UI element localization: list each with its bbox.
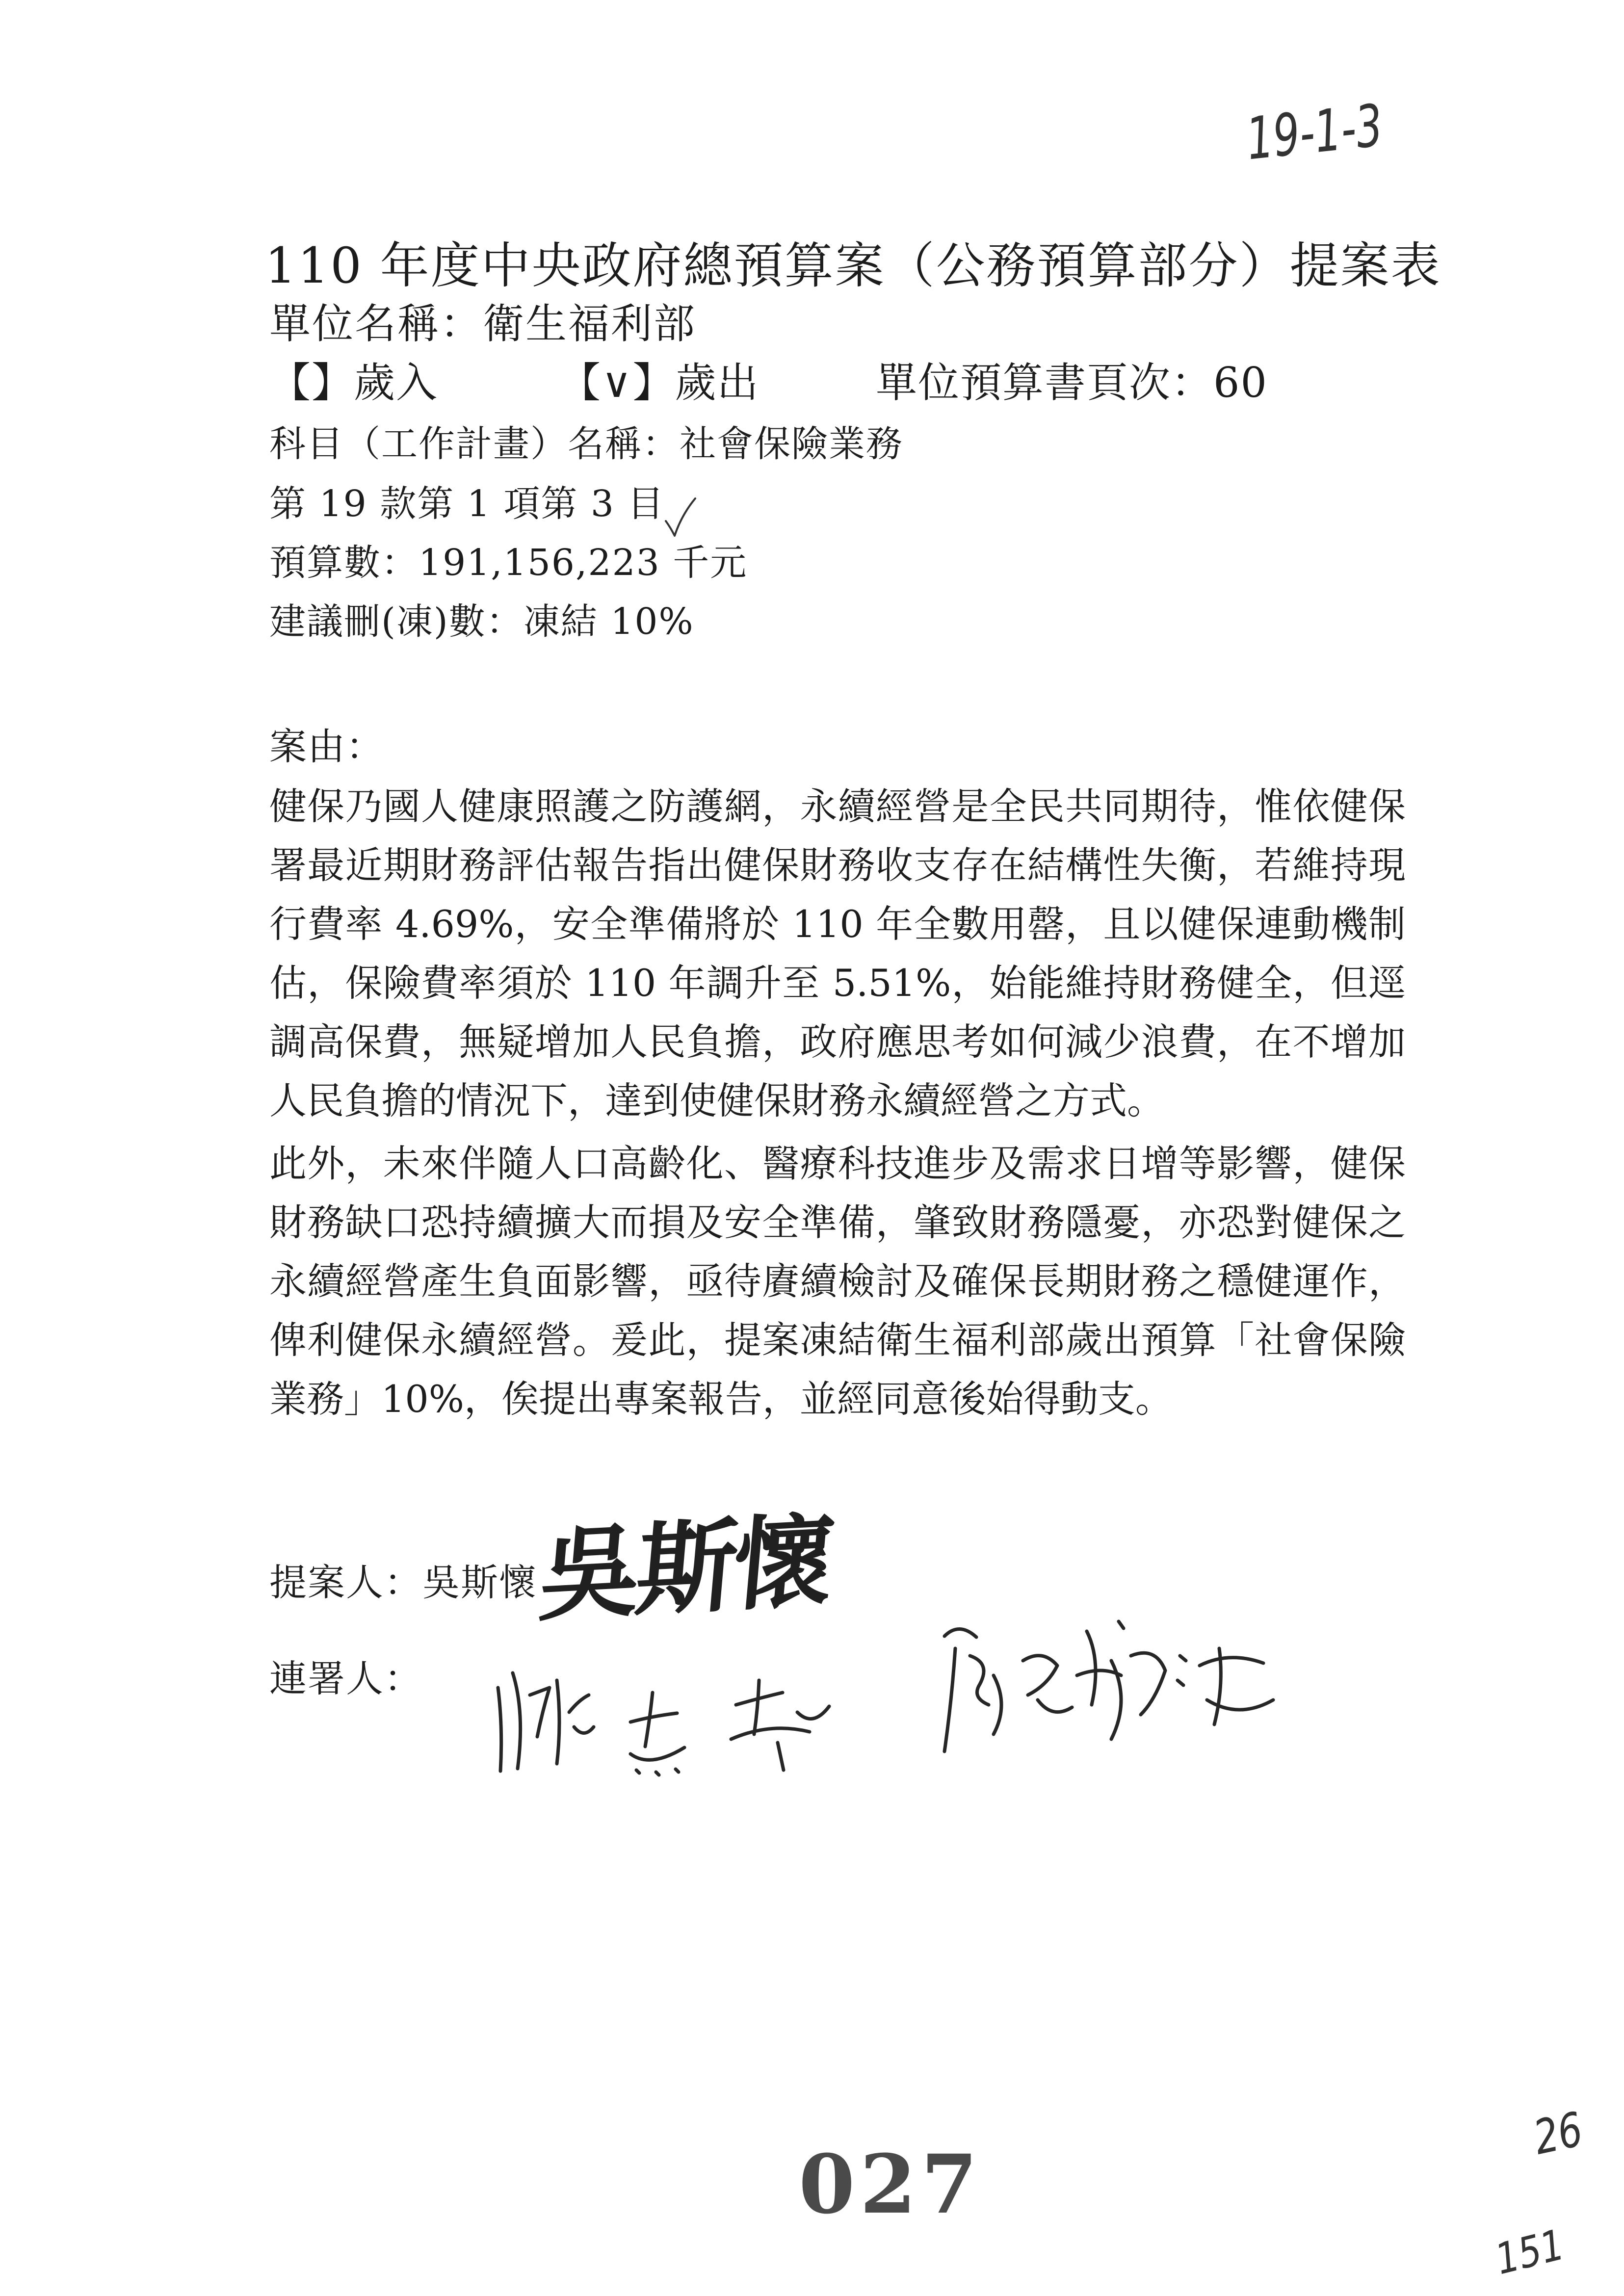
- reason-line: 人民負擔的情況下，達到使健保財務永續經營之方式。: [269, 1079, 1164, 1122]
- handwritten-reference-note: 19-1-3: [1243, 91, 1386, 173]
- cosigner-signature: [483, 1653, 841, 1783]
- reason-line: 俾利健保永續經營。爰此，提案凍結衛生福利部歲出預算「社會保險: [269, 1318, 1406, 1362]
- proposer-signature: 吳斯懷: [535, 1501, 835, 1636]
- budget-book-page: 單位預算書頁次：60: [876, 359, 1268, 407]
- reason-line: 業務」10%，俟提出專案報告，並經同意後始得動支。: [269, 1377, 1173, 1421]
- budget-amount: 預算數：191,156,223 千元: [269, 542, 748, 584]
- handwritten-page-note: 151: [1491, 2220, 1569, 2285]
- subject-name: 科目（工作計畫）名稱：社會保險業務: [269, 423, 903, 465]
- reason-line: 調高保費，無疑增加人民負擔，政府應思考如何減少浪費，在不增加: [269, 1020, 1406, 1064]
- reason-line: 永續經營產生負面影響，亟待賡續檢討及確保長期財務之穩健運作，: [269, 1259, 1406, 1303]
- cosigner-signature: [925, 1602, 1283, 1761]
- budget-section: 第 19 款第 1 項第 3 目: [269, 483, 665, 525]
- reason-line: 估，保險費率須於 110 年調升至 5.51%，始能維持財務健全，但逕: [269, 961, 1406, 1005]
- reason-line: 財務缺口恐持續擴大而損及安全準備，肇致財務隱憂，亦恐對健保之: [269, 1200, 1406, 1244]
- reason-line: 此外，未來伴隨人口高齡化、醫療科技進步及需求日增等影響，健保: [269, 1142, 1406, 1185]
- check-mark-icon: [660, 496, 699, 540]
- handwritten-page-note: 26: [1529, 2101, 1588, 2166]
- proposed-cut: 建議刪(凍)數：凍結 10%: [269, 600, 694, 643]
- page-number: 027: [798, 2137, 983, 2232]
- document-title: 110 年度中央政府總預算案（公務預算部分）提案表: [265, 237, 1441, 294]
- unit-name: 單位名稱：衛生福利部: [269, 300, 697, 348]
- expenditure-option: 【∨】歲出: [559, 359, 760, 407]
- reason-line: 健保乃國人健康照護之防護網，永續經營是全民共同期待，惟依健保: [269, 784, 1406, 828]
- reason-line: 行費率 4.69%，安全準備將於 110 年全數用罄，且以健保連動機制: [269, 902, 1406, 946]
- reason-label: 案由：: [269, 725, 384, 768]
- revenue-option: 【】歲入: [269, 359, 439, 407]
- cosigner-label: 連署人：: [269, 1657, 422, 1700]
- reason-paragraph: [269, 777, 1406, 1130]
- proposer-label: 提案人：吳斯懷: [269, 1561, 537, 1604]
- reason-line: 署最近期財務評估報告指出健保財務收支存在結構性失衡，若維持現: [269, 843, 1406, 887]
- reason-paragraph: [269, 1134, 1406, 1429]
